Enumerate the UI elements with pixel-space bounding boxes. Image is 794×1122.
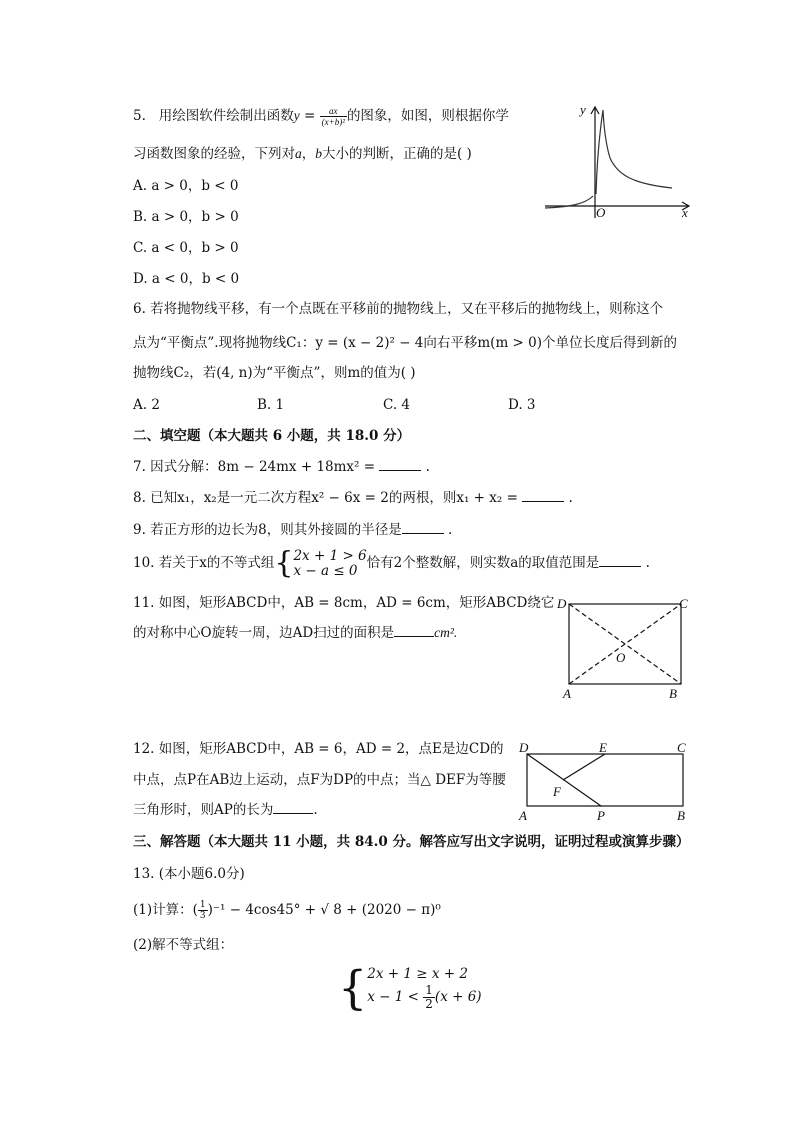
q13-sys-row2-pre: x − 1 < [367, 989, 419, 1005]
q5-option-c: C. a < 0，b > 0 [133, 240, 239, 256]
q6-line3: 抛物线C₂，若(4, n)为“平衡点”，则m的值为( ) [133, 365, 416, 381]
q11-line2-text: 的对称中心O旋转一周，边AD扫过的面积是 [133, 625, 395, 641]
q5-frac-den: (x+b)² [321, 117, 345, 127]
q13-brace: { [338, 960, 368, 1015]
q12-line3 [133, 801, 318, 819]
q7-end: . [421, 459, 430, 475]
q11-label-d: D [557, 596, 567, 611]
q12-line1: 12. 如图，矩形ABCD中，AB = 6，AD = 2，点E是边CD的 [133, 741, 504, 757]
q5-option-a: A. a > 0，b < 0 [133, 178, 239, 194]
section3-heading: 三、解答题（本大题共 11 小题，共 84.0 分。解答应写出文字说明，证明过程或演算步骤） [133, 834, 690, 850]
q5-comma: ， [301, 146, 316, 162]
q8-answer-blank[interactable] [522, 489, 564, 502]
q12-label-d: D [519, 740, 529, 755]
q5-x-label: x [682, 205, 688, 220]
q6-option-d: D. 3 [508, 397, 536, 413]
q12-label-p: P [597, 808, 605, 823]
q13-sys-row2-post: (x + 6) [434, 989, 482, 1005]
q13-sys-row1: 2x + 1 ≥ x + 2 [367, 966, 468, 982]
q9-end: . [443, 522, 453, 538]
q12-label-a: A [519, 808, 527, 823]
q13-p1-frac-den: 3 [199, 911, 206, 921]
q5-y: y [293, 108, 300, 123]
q12-label-b: B [677, 808, 685, 823]
q10-brace: { [274, 545, 294, 581]
q13-p1-fraction [198, 900, 208, 921]
q5-number: 5. [133, 108, 146, 124]
q12-line2: 中点，点P在AB边上运动，点F为DP的中点；当△ DEF为等腰 [133, 772, 506, 788]
q5-b: b [315, 146, 322, 161]
q12-rectangle [527, 754, 683, 806]
q12-segment-ef [563, 754, 605, 780]
q10-text-post: 恰有2个整数解，则实数a的取值范围是 [366, 555, 600, 571]
q6-option-a: A. 2 [133, 397, 160, 413]
q12-label-f: F [553, 784, 561, 799]
q5-frac-num: ax [320, 106, 347, 117]
q13-header: 13. (本小题6.0分) [133, 866, 245, 882]
q6-line2: 点为“平衡点”.现将抛物线C₁：y = (x − 2)² − 4向右平移m(m > 0)个单位长度后得到新的 [133, 335, 678, 351]
q10-text-pre: 10. 若关于x的不等式组 [133, 555, 275, 571]
q13-p1-frac-num: 1 [199, 900, 206, 910]
q5-option-b: B. a > 0，b > 0 [133, 209, 239, 225]
q5-line2b: 大小的判断，正确的是( ) [322, 146, 472, 162]
q8-text: 8. 已知x₁，x₂是一元二次方程x² − 6x = 2的两根，则x₁ + x₂ = [133, 490, 523, 506]
q13-system-rows [367, 964, 481, 1011]
q5-curve-right [596, 110, 672, 194]
q9-text: 9. 若正方形的边长为8，则其外接圆的半径是 [133, 522, 402, 538]
q5-line2 [133, 145, 472, 163]
q12-label-c: C [677, 740, 686, 755]
q11-label-a: A [563, 686, 571, 701]
q13-system [338, 960, 482, 1015]
q11-line2 [133, 624, 457, 642]
q10-row2: x − a ≤ 0 [293, 562, 358, 579]
q6-option-b: B. 1 [257, 397, 285, 413]
q9-answer-blank[interactable] [402, 521, 444, 534]
q7 [133, 458, 430, 476]
q10-end: . [641, 555, 650, 571]
q12-label-e: E [599, 740, 607, 755]
q12-end: . [313, 802, 318, 818]
q6-option-c: C. 4 [383, 397, 411, 413]
q13-sys-row2-fraction [423, 984, 435, 1011]
q5-origin-label: O [596, 205, 606, 220]
q13-sys-row2 [367, 984, 481, 1011]
q10-answer-blank[interactable] [599, 554, 641, 567]
section2-heading: 二、填空题（本大题共 6 小题，共 18.0 分） [133, 428, 411, 444]
q13-sys-row2-num: 1 [425, 983, 433, 997]
q7-text: 7. 因式分解：8m − 24mx + 18mx² = [133, 459, 380, 475]
q13-sys-row2-den: 2 [425, 997, 433, 1011]
q6-line1: 6. 若将抛物线平移，有一个点既在平移前的抛物线上，又在平移后的抛物线上，则称这个 [133, 301, 664, 317]
q11-figure [555, 596, 695, 700]
q11-label-c: C [679, 596, 688, 611]
q5-graph [540, 100, 700, 220]
q7-answer-blank[interactable] [379, 458, 421, 471]
q8-end: . [564, 490, 573, 506]
q5-text-pre: 用绘图软件绘制出函数 [158, 108, 294, 124]
q5-option-d: D. a < 0，b < 0 [133, 271, 240, 287]
q12-line3-text: 三角形时，则AP的长为 [133, 802, 274, 818]
q11-label-o: O [616, 650, 626, 665]
q13-part2: (2)解不等式组： [133, 937, 234, 953]
q12-answer-blank[interactable] [273, 801, 313, 814]
q5-line1 [133, 106, 509, 127]
q11-unit: cm². [434, 625, 458, 640]
q5-text-post: 的图象，如图，则根据你学 [346, 108, 509, 124]
q10 [133, 545, 650, 581]
q9 [133, 521, 452, 539]
q11-answer-blank[interactable] [394, 624, 434, 637]
q5-line2a: 习函数图象的经验，下列对 [133, 146, 295, 162]
q13-p1-pre: (1)计算：( [133, 902, 198, 918]
q5-a: a [295, 146, 302, 161]
q5-eq: = [299, 108, 320, 124]
q8 [133, 489, 573, 507]
q11-label-b: B [669, 686, 677, 701]
q12-figure [515, 740, 695, 822]
q5-y-label: y [580, 102, 586, 117]
q13-p1-post: )⁻¹ − 4cos45° + √ 8 + (2020 − π)⁰ [207, 902, 441, 918]
q10-system [293, 549, 366, 579]
q5-fraction [320, 106, 347, 127]
q13-part1 [133, 897, 441, 923]
q11-line1: 11. 如图，矩形ABCD中，AB = 8cm，AD = 6cm，矩形ABCD绕它 [133, 595, 555, 611]
q10-row1: 2x + 1 > 6 [293, 547, 367, 564]
